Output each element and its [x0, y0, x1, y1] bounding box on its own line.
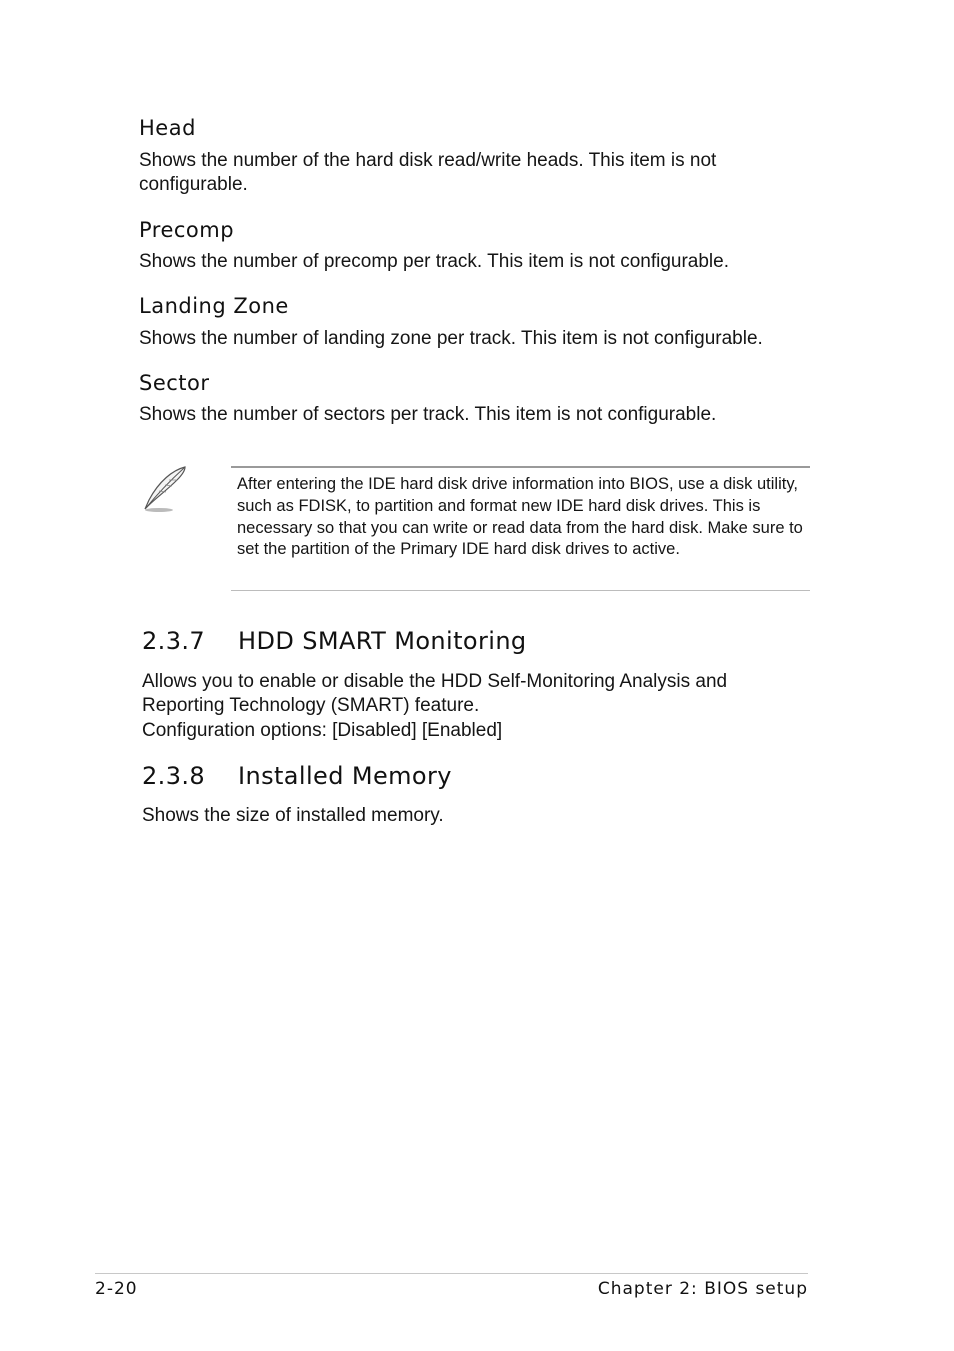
item-text-sector: Shows the number of sectors per track. This item is not configurable.: [139, 404, 717, 425]
section-number: 2.3.8: [142, 762, 206, 790]
item-heading-sector: Sector: [139, 371, 210, 395]
item-text-landing-zone: Shows the number of landing zone per track. This item is not configurable.: [139, 328, 763, 349]
section-heading-installed-memory: [142, 764, 452, 788]
note-text: After entering the IDE hard disk drive information into BIOS, use a disk utility, such as FDISK, to partition and format new IDE hard disk drives. This is necessary so that you can write or read data from the hard disk. Make sure to set the partition of the Primary IDE hard disk drives to active.: [237, 475, 803, 559]
section-title: Installed Memory: [238, 762, 452, 790]
item-heading-landing-zone: Landing Zone: [139, 294, 289, 318]
item-text-head: Shows the number of the hard disk read/write heads. This item is not configurable.: [139, 150, 717, 195]
item-heading-precomp: Precomp: [139, 218, 235, 242]
section-heading-hdd-smart: [142, 629, 527, 653]
footer-rule: [95, 1273, 808, 1274]
section-text-hdd-smart: Allows you to enable or disable the HDD Self-Monitoring Analysis and Reporting Technology (SMART) feature.: [142, 671, 728, 716]
note-top-rule: [231, 466, 810, 468]
footer-page-number: 2-20: [95, 1279, 138, 1299]
item-text-precomp: Shows the number of precomp per track. This item is not configurable.: [139, 251, 729, 272]
feather-pen-icon: [139, 464, 191, 514]
section-number: 2.3.7: [142, 627, 206, 655]
section-options-hdd-smart: Configuration options: [Disabled] [Enabled]: [142, 720, 503, 741]
section-text-installed-memory: Shows the size of installed memory.: [142, 805, 444, 826]
section-title: HDD SMART Monitoring: [238, 627, 527, 655]
footer-chapter-title: Chapter 2: BIOS setup: [597, 1279, 808, 1299]
note-bottom-rule: [231, 590, 810, 591]
item-heading-head: Head: [139, 116, 196, 140]
